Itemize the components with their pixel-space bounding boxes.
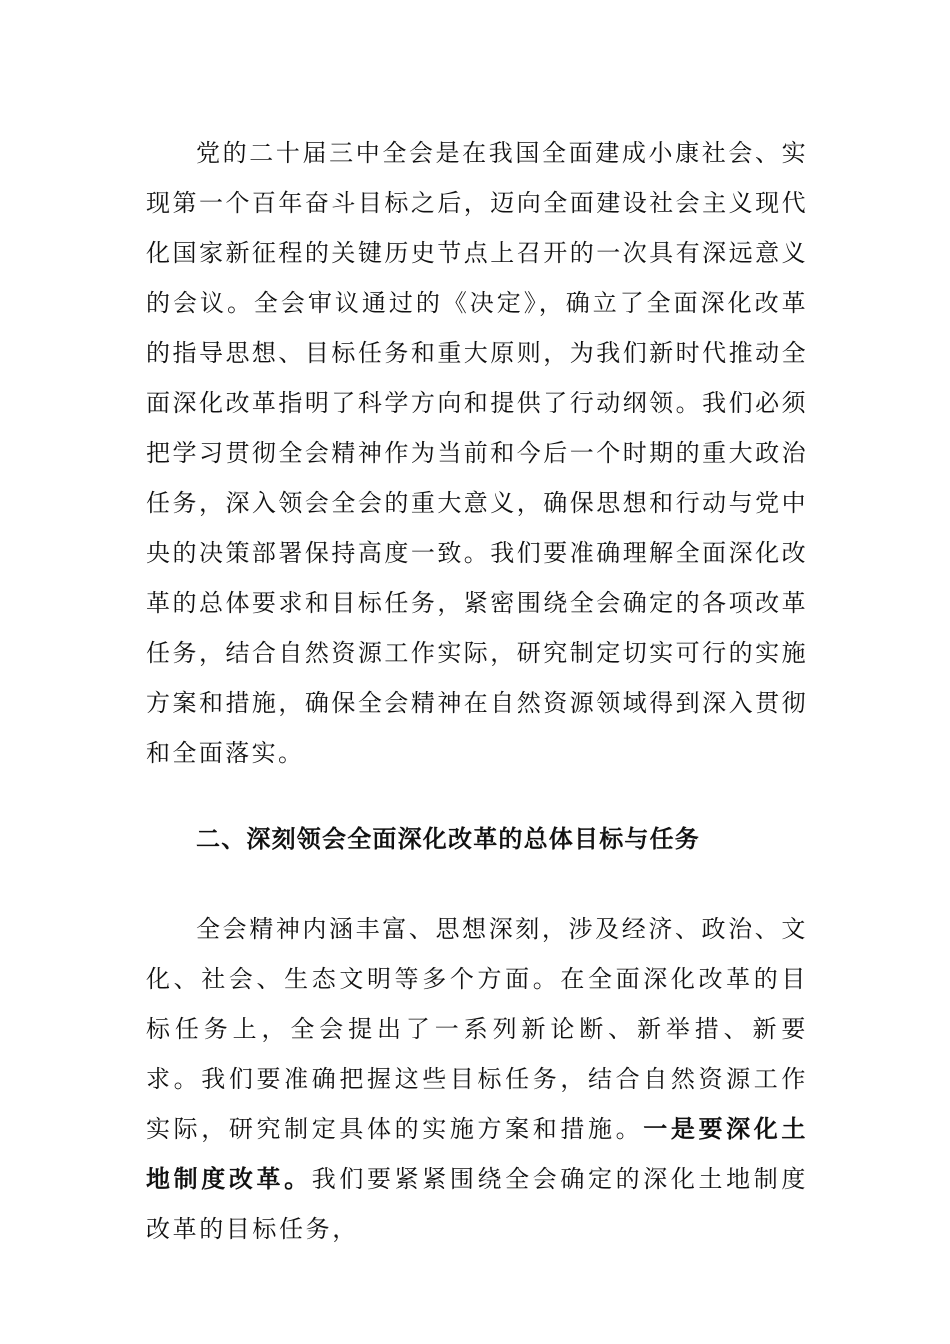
paragraph-2-bold-text: 一是要深化土地制度改革。 [146,1114,808,1193]
section-heading: 二、深刻领会全面深化改革的总体目标与任务 [196,825,700,853]
paragraph-2-tail-text: 我们要紧紧围绕全会确定的深化土地制度改革的目标任务， [146,1165,808,1243]
body-paragraph-2 [146,904,808,1254]
body-paragraph-1: 党的二十届三中全会是在我国全面建成小康社会、实现第一个百年奋斗目标之后，迈向全面建设社会主义现代化国家新征程的关键历史节点上召开的一次具有深远意义的会议。全会审议通过的《决定》，确立了全面深化改革的指导思想、目标任务和重大原则，为我们新时代推动全面深化改革指明了科学方向和提供了行动纲领。我们必须把学习贯彻全会精神作为当前和今后一个时期的重大政治任务，深入领会全会的重大意义，确保思想和行动与党中央的决策部署保持高度一致。我们要准确理解全面深化改革的总体要求和目标任务，紧密围绕全会确定的各项改革任务，结合自然资源工作实际，研究制定切实可行的实施方案和措施，确保全会精神在自然资源领域得到深入贯彻和全面落实。 [146,139,808,767]
paragraph-2-lead-text: 全会精神内涵丰富、思想深刻，涉及经济、政治、文化、社会、生态文明等多个方面。在全面深化改革的目标任务上，全会提出了一系列新论断、新举措、新要求。我们要准确把握这些目标任务，结合自然资源工作实际，研究制定具体的实施方案和措施。 [146,915,808,1143]
